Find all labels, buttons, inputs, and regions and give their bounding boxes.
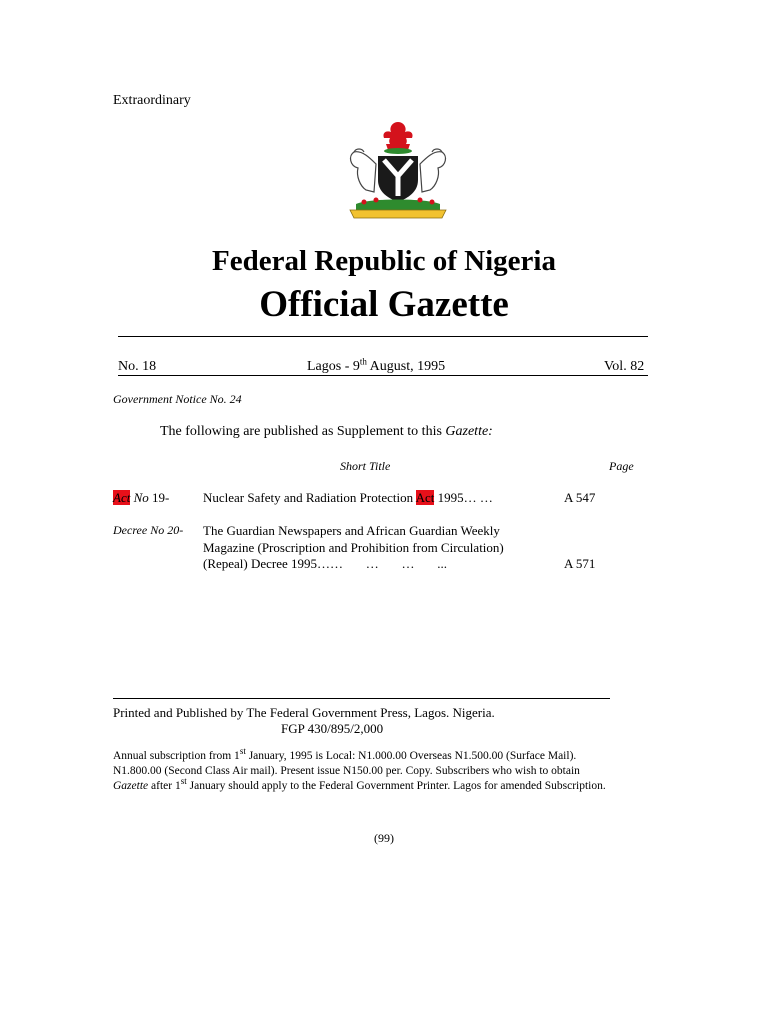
masthead-country: Federal Republic of Nigeria xyxy=(212,245,556,277)
row-title-post: 1995… … xyxy=(434,490,493,505)
coat-of-arms xyxy=(340,118,456,222)
sub-text: January should apply to the Federal Government Printer. Lagos for amended Subscription. xyxy=(186,780,606,792)
masthead-title: Official Gazette xyxy=(259,284,509,325)
table-row-title-line: Magazine (Proscription and Prohibition from Circulation) xyxy=(203,540,504,555)
issue-number: No. 18 xyxy=(118,359,157,374)
highlight-act: Act xyxy=(113,490,131,505)
notice-intro-text: The following are published as Supplement to this xyxy=(160,424,446,439)
table-row-ref xyxy=(113,490,169,506)
row-ref-no: No xyxy=(130,490,149,505)
col-header-page: Page xyxy=(609,459,634,473)
issue-date-place: Lagos - 9 xyxy=(307,359,360,374)
extraordinary-label: Extraordinary xyxy=(113,93,191,108)
table-row-ref: Decree No 20- xyxy=(113,523,184,537)
subscription-line-3 xyxy=(113,776,606,792)
sub-text: after 1 xyxy=(148,780,181,792)
coat-of-arms-icon xyxy=(340,118,456,222)
table-row-title xyxy=(203,490,493,506)
subscription-line-2: N1.800.00 (Second Class Air mail). Present issue N150.00 per. Copy. Subscribers who wish to obtain xyxy=(113,765,580,777)
issue-date xyxy=(307,356,446,375)
subscription-line-1 xyxy=(113,746,577,762)
table-row-page: A 547 xyxy=(564,490,596,505)
sub-gazette: Gazette xyxy=(113,780,149,792)
sub-text: Annual subscription from 1 xyxy=(113,750,240,762)
sub-text: January, 1995 is Local: N1.000.00 Overseas N1.500.00 (Surface Mail). xyxy=(245,750,577,762)
printer-code: FGP 430/895/2,000 xyxy=(281,721,384,736)
row-title-pre: Nuclear Safety and Radiation Protection xyxy=(203,490,416,505)
sub-sup: st xyxy=(239,746,246,757)
notice-intro xyxy=(160,424,493,440)
page-number: (99) xyxy=(374,831,394,845)
issue-date-rest: August, 1995 xyxy=(366,359,446,374)
printer-line: Printed and Published by The Federal Government Press, Lagos. Nigeria. xyxy=(113,705,495,720)
issue-volume: Vol. 82 xyxy=(604,359,645,374)
table-row-page: A 571 xyxy=(564,556,596,571)
notice-intro-gazette: Gazette: xyxy=(445,424,493,439)
footer-rule xyxy=(113,698,610,699)
table-row-title-line: (Repeal) Decree 1995…… … … ... xyxy=(203,556,448,571)
government-notice: Government Notice No. 24 xyxy=(113,392,242,406)
row-ref-number: 19- xyxy=(148,490,170,505)
issue-rule xyxy=(118,375,648,376)
table-row-title-line: The Guardian Newspapers and African Guardian Weekly xyxy=(203,523,500,538)
highlight-act: Act xyxy=(415,490,435,505)
sub-sup: st xyxy=(180,776,187,787)
masthead-rule xyxy=(118,336,648,337)
col-header-short-title: Short Title xyxy=(340,459,391,473)
issue-date-suffix: th xyxy=(359,356,367,367)
